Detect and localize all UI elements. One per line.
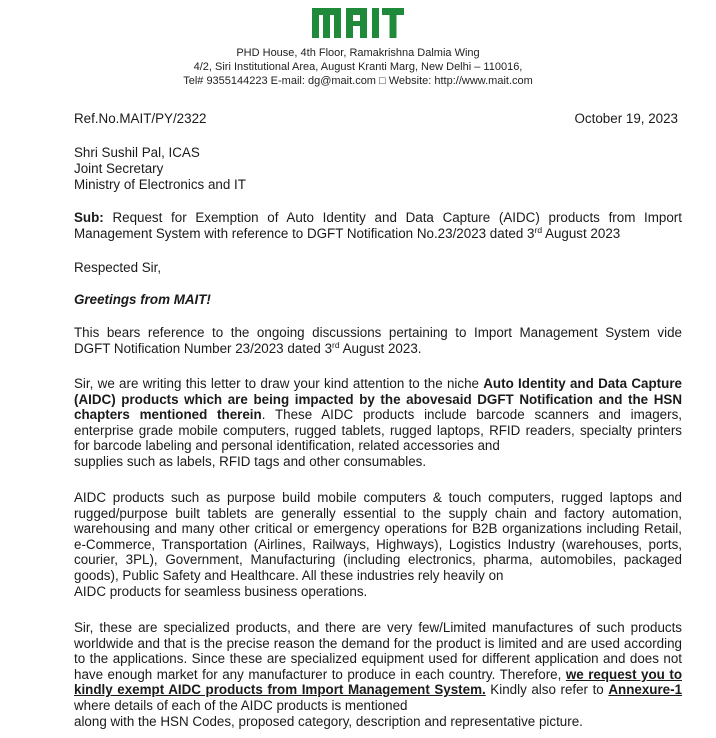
subject-text-3: August 2023	[542, 225, 621, 241]
mait-logo-icon	[310, 2, 406, 40]
paragraph-3-last: AIDC products for seamless business operations.	[74, 583, 368, 599]
paragraph-2-last: supplies such as labels, RFID tags and other consumables.	[74, 453, 427, 469]
recipient-name: Shri Sushil Pal, ICAS	[74, 145, 200, 160]
paragraph-1-line-1: This bears reference to the ongoing discussions pertaining to Import Management System vide	[74, 325, 682, 340]
recipient-title: Joint Secretary	[74, 161, 164, 176]
recipient-org: Ministry of Electronics and IT	[74, 177, 246, 192]
paragraph-1-sup: rd	[332, 339, 340, 350]
paragraph-1-line-2: DGFT Notification Number 23/2023 dated 3	[74, 340, 333, 356]
paragraph-4-body: Sir, these are specialized products, and there are very few/Limited manufactures of such products worldwide and that is the precise reason the demand for the product is limited and are used according to the applications. Since these are specialized equipment used for different application and does not have enough market for any manufacturer to produce in each country. Therefore,	[74, 620, 682, 682]
paragraph-1	[74, 325, 682, 356]
address-line-3: Tel# 9355144223 E-mail: dg@mait.com □ Website: http://www.mait.com	[183, 75, 533, 87]
paragraph-4-tail: where details of each of the AIDC products is mentioned	[74, 697, 408, 713]
address-line-1: PHD House, 4th Floor, Ramakrishna Dalmia Wing	[236, 47, 480, 59]
paragraph-3-body: AIDC products such as purpose build mobile computers & touch computers, rugged laptops and rugged/purpose built tablets are generally essential to the supply chain and factory automation, warehousing and many other critical or emergency operations for B2B organizations including Retail, e-Commerce, Transportation (Airlines, Railways, Highways), Logistics Industry (warehouses, ports, courier, 3PL), Government, Manufacturing (including electronics, pharma, automobiles, packaged goods), Public Safety and Healthcare. All these industries rely heavily on	[74, 490, 682, 583]
request-exemption-text: we request you to kindly exempt AIDC products from Import Management System.	[74, 666, 682, 698]
paragraph-4-mid: Kindly also refer to	[485, 682, 609, 698]
paragraph-3	[74, 490, 682, 599]
reference-number: Ref.No.MAIT/PY/2322	[74, 111, 207, 126]
paragraph-1-line-2-end: August 2023.	[339, 340, 422, 356]
salutation: Respected Sir,	[74, 260, 162, 275]
paragraph-4-last: along with the HSN Codes, proposed category, description and representative picture.	[74, 713, 583, 729]
paragraph-2	[74, 376, 682, 470]
paragraph-2-bold: Auto Identity and Data Capture (AIDC) products which are being impacted by the abovesaid DGFT Notification and the HSN chapters mentioned therein	[74, 376, 682, 423]
subject-label: Sub:	[74, 210, 104, 225]
annexure-1-link[interactable]: Annexure-1	[608, 682, 683, 698]
letter-date: October 19, 2023	[574, 111, 678, 126]
paragraph-2-intro: Sir, we are writing this letter to draw your kind attention to the niche	[74, 376, 484, 391]
subject-sup: rd	[534, 224, 543, 235]
mait-logo	[0, 2, 716, 45]
paragraph-2-body: . These AIDC products include barcode scanners and imagers, enterprise grade mobile computers, rugged tablets, rugged laptops, RFID readers, specialty printers for barcode labeling and personal identification, related accessories and	[74, 407, 682, 454]
paragraph-4	[74, 620, 682, 729]
address-line-2: 4/2, Siri Institutional Area, August Kranti Marg, New Delhi – 110016,	[193, 61, 523, 73]
subject-text-1: Request for Exemption of Auto Identity and Data Capture (AIDC) products from Import	[112, 210, 682, 225]
subject	[74, 210, 682, 241]
greeting: Greetings from MAIT!	[74, 292, 211, 307]
subject-text-2: Management System with reference to DGFT Notification No.23/2023 dated 3	[74, 225, 535, 241]
